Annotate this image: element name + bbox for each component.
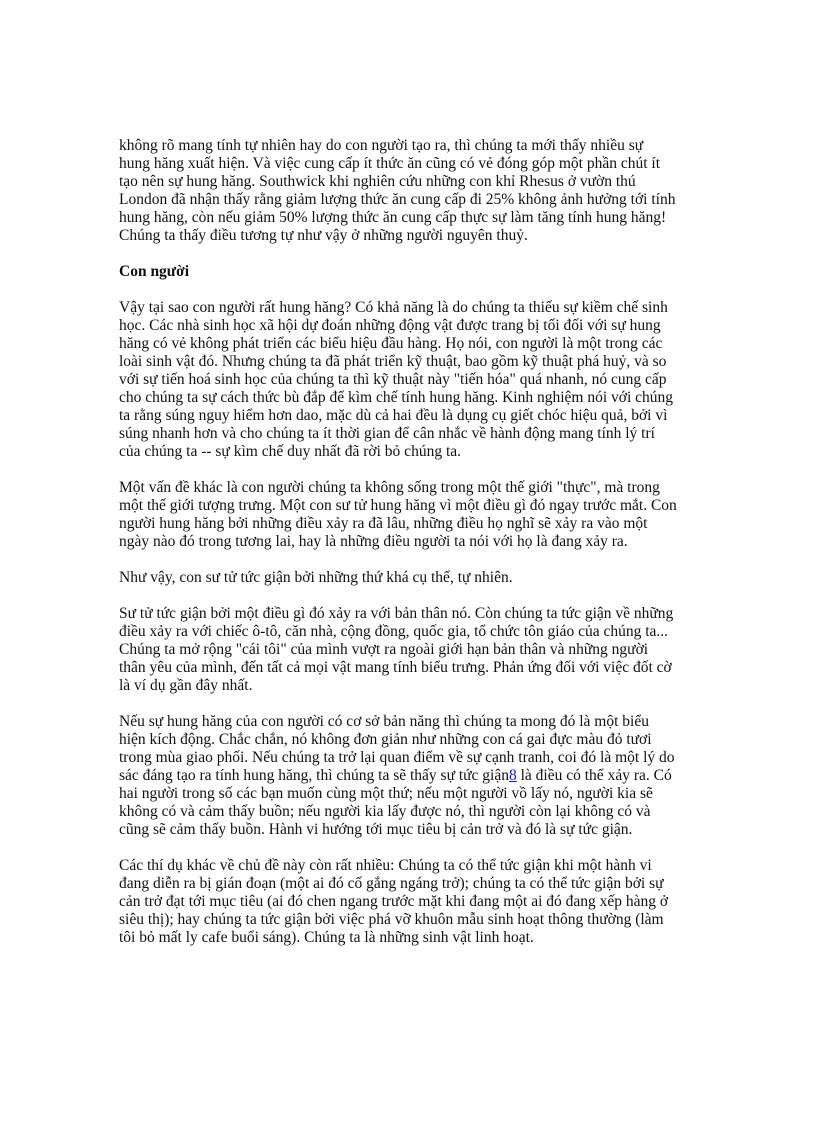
text-line: cũng sẽ cảm thấy buồn. Hành vi hướng tới mục tiêu bị cản trở và đó là sự tức giận. <box>119 821 633 838</box>
text-line: hiện kích động. Chắc chắn, nó không đơn giản như những con cá gai đực màu đỏ tươi <box>119 731 652 748</box>
text-line: Chúng ta mở rộng "cái tôi" của mình vượt ra ngoài giới hạn bản thân và những người <box>119 641 649 658</box>
paragraph-extended-self <box>119 605 704 695</box>
text-line: điều xảy ra với chiếc ô-tô, căn nhà, cộng đồng, quốc gia, tổ chức tôn giáo của chúng ta... <box>119 623 669 640</box>
text-line: siêu thị); hay chúng ta tức giận bởi việc phá vỡ khuôn mẫu sinh hoạt thông thường (làm <box>119 911 664 928</box>
text-line: không có và cảm thấy buồn; nếu người kia lấy được nó, thì người còn lại không có và <box>119 803 651 820</box>
text-line: Các thí dụ khác về chủ đề này còn rất nhiều: Chúng ta có thể tức giận khi một hành vi <box>119 857 652 874</box>
text-line: trong mùa giao phối. Nếu chúng ta trở lại quan điểm về sự cạnh tranh, coi đó là một lý do <box>119 749 675 766</box>
paragraph-competition <box>119 713 704 839</box>
text-line: một thế giới tượng trưng. Một con sư tử hung hăng vì một điều gì đó ngay trước mắt. Con <box>119 497 677 514</box>
text-line: không rõ mang tính tự nhiên hay do con người tạo ra, thì chúng ta mới thấy nhiều sự <box>119 137 644 154</box>
section-heading: Con người <box>119 263 189 280</box>
paragraph-lion-anger <box>119 569 704 587</box>
text-line: người hung hăng bởi những điều xảy ra đã lâu, những điều họ nghĩ sẽ xảy ra vào một <box>119 515 648 532</box>
text-line: cho chúng ta sự cách thức bù đắp để kìm chế tính hung hăng. Kinh nghiệm nói với chúng <box>119 389 674 406</box>
text-line: với sự tiến hoá sinh học của chúng ta thì kỹ thuật này "tiến hóa" quá nhanh, nó cung cấp <box>119 371 667 388</box>
text-line: súng nhanh hơn và cho chúng ta ít thời gian để cân nhắc về hành động mang tính lý trí <box>119 425 655 442</box>
paragraph-other-examples <box>119 857 704 947</box>
text-line: đang diễn ra bị gián đoạn (một ai đó cố gắng ngáng trở); chúng ta có thể tức giận bởi sự <box>119 875 664 892</box>
text-fragment: sác đáng tạo ra tính hung hăng, thì chúng ta sẽ thấy sự tức giận <box>119 767 509 784</box>
text-line: Chúng ta thấy điều tương tự như vậy ở những người nguyên thuỷ. <box>119 227 528 244</box>
text-line: Sư tử tức giận bởi một điều gì đó xảy ra với bản thân nó. Còn chúng ta tức giận về những <box>119 605 674 622</box>
text-line: Vậy tại sao con người rất hung hăng? Có khả năng là do chúng ta thiếu sự kiềm chế sinh <box>119 299 668 316</box>
footnote-link[interactable]: 8 <box>509 767 517 784</box>
text-line: hung hăng, còn nếu giảm 50% lượng thức ăn cung cấp thực sự làm tăng tính hung hăng! <box>119 209 667 226</box>
text-line: hai người trong số các bạn muốn cùng một thứ; nếu một người vồ lấy nó, người kia sẽ <box>119 785 653 802</box>
text-line: loài sinh vật đó. Nhưng chúng ta đã phát triển kỹ thuật, bao gồm kỹ thuật phá huỷ, và so <box>119 353 667 370</box>
text-line: thân yêu của mình, đến tất cả mọi vật mang tính biểu trưng. Phản ứng đối với việc đốt cờ <box>119 659 672 676</box>
text-line: London đã nhận thấy rằng giảm lượng thức ăn cung cấp đi 25% không ảnh hưởng tới tính <box>119 191 676 208</box>
text-line: hung hăng xuất hiện. Và việc cung cấp ít thức ăn cũng có vẻ đóng góp một phần chút ít <box>119 155 661 172</box>
paragraph-symbolic-world <box>119 479 704 551</box>
text-line: cản trở đạt tới mục tiêu (ai đó chen ngang trước mặt khi đang một ai đó đang xếp hàng ở <box>119 893 669 910</box>
text-line: của chúng ta -- sự kìm chế duy nhất đã rời bỏ chúng ta. <box>119 443 461 460</box>
text-line-with-footnote <box>119 767 704 785</box>
text-line: ta rằng súng nguy hiểm hơn dao, mặc dù cả hai đều là dụng cụ giết chóc hiệu quả, bởi vì <box>119 407 668 424</box>
text-line: tạo nên sự hung hăng. Southwick khi nghiên cứu những con khỉ Rhesus ở vườn thú <box>119 173 636 190</box>
text-line: học. Các nhà sinh học xã hội dự đoán những động vật được trang bị tối đối với sự hung <box>119 317 661 334</box>
document-body <box>119 137 704 965</box>
text-line: tôi bỏ mất ly cafe buổi sáng). Chúng ta là những sinh vật linh hoạt. <box>119 929 534 946</box>
text-line: Nếu sự hung hăng của con người có cơ sở bản năng thì chúng ta mong đó là một biểu <box>119 713 649 730</box>
text-line: hăng có vẻ không phát triển các biểu hiệu đầu hàng. Họ nói, con người là một trong các <box>119 335 663 352</box>
text-line: Một vấn đề khác là con người chúng ta không sống trong một thế giới "thực", mà trong <box>119 479 660 496</box>
text-line: Như vậy, con sư tử tức giận bởi những thứ khá cụ thể, tự nhiên. <box>119 569 513 586</box>
paragraph-aggression-food <box>119 137 704 245</box>
text-line: là ví dụ gần đây nhất. <box>119 677 253 694</box>
text-line: ngày nào đó trong tương lai, hay là những điều người ta nói với họ là đang xảy ra. <box>119 533 628 550</box>
text-fragment: là điều có thể xảy ra. Có <box>516 767 672 784</box>
paragraph-human-aggression <box>119 299 704 461</box>
